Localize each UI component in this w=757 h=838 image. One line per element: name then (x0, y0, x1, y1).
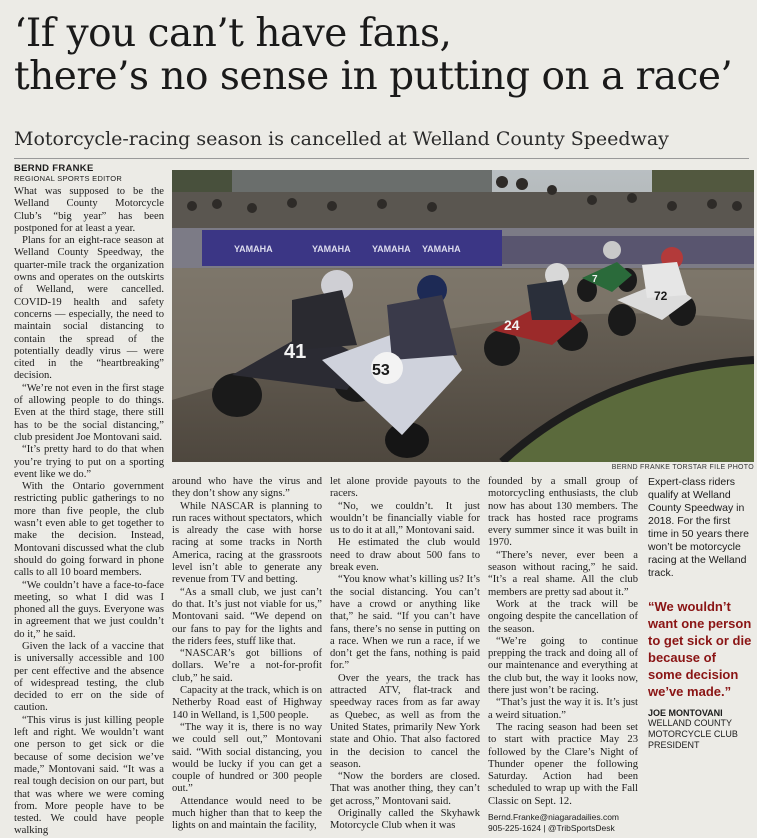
bike-number: 24 (504, 317, 520, 333)
race-photo (172, 170, 754, 462)
paragraph: “That’s just the way it is. It’s just a weird situation.” (488, 697, 638, 721)
paragraph: With the Ontario government restricting public gatherings to no more than five people, the club wasn’t even able to get together to make the decision. Instead, Montovani discussed what the club should do going forward in phone calls to all 10 board members. (14, 481, 164, 579)
pull-quote: “We wouldn’t want one person to get sick or die because of some decision we’ve made.” (648, 599, 752, 699)
paragraph: Work at the track will be ongoing despite the cancellation of the season. (488, 598, 638, 635)
paragraph: “We’re going to continue prepping the track and doing all of our maintenance and everything at the club but, the way it looks now, there just won’t be racing. (488, 635, 638, 697)
headline-line-1: ‘If you can’t have fans, (14, 11, 452, 56)
byline-name: BERND FRANKE (14, 163, 94, 174)
paragraph: The racing season had been set to start with practice May 23 followed by the Clare’s Night of Thunder opener the following Saturday. Action had been scheduled to wrap up with the Fall Classic on Sept. 12. (488, 721, 638, 807)
paragraph: “We’re not even in the first stage of allowing people to do things. Even at the third stage, there still has to be the social distancing,” club president Joe Montovani said. (14, 382, 164, 443)
photo-caption: Expert-class riders qualify at Welland County Speedway in 2018. For the first time in 50 years there won’t be motorcycle racing at the Welland track. (648, 476, 749, 579)
article-column-1 (14, 186, 164, 838)
paragraph: Originally called the Skyhawk Motorcycle Club when it was (330, 808, 480, 832)
paragraph: let alone provide payouts to the racers. (330, 476, 480, 500)
photo-caption-block (648, 476, 752, 751)
paragraph: “Now the borders are closed. That was another thing, they can’t get across,” Montovani said. (330, 771, 480, 807)
headline (14, 12, 749, 98)
paragraph: What was supposed to be the Welland County Motorcycle Club’s “big year” has been postponed for at least a year. (14, 186, 164, 234)
paragraph: Attendance would need to be much higher than that to keep the lights on and maintain the facility, (172, 795, 322, 832)
bike-number: 41 (284, 341, 307, 363)
svg-text:YAMAHA: YAMAHA (312, 244, 351, 254)
paragraph: “NASCAR’s got billions of dollars. We’re a not-for-profit club,” he said. (172, 648, 322, 684)
paragraph: “You know what’s killing us? It’s the social distancing. You can’t have a crowd or anything like that,” he said. “If you can’t have fans, there’s no sense in putting on a race. When we run a race, if we don’t get the fans, nothing is paid for.” (330, 574, 480, 672)
headline-line-2: there’s no sense in putting on a race’ (14, 54, 733, 99)
paragraph: founded by a small group of motorcycling enthusiasts, the club now has about 130 members. The track has hosted race programs every summer since it was built in 1970. (488, 476, 638, 549)
photo-credit: BERND FRANKE TORSTAR FILE PHOTO (611, 464, 754, 471)
paragraph: “This virus is just killing people left and right. We wouldn’t want one person to get sick or die because of some decision we’ve made,” Montovani said. “It was a real tough decision on our part, but that was where we were coming from. More people have to be tested. We could have people walking (14, 714, 164, 837)
contact-email: Bernd.Franke@niagaradailies.com 905-225-1624 | @TribSportsDesk (488, 812, 619, 834)
paragraph: “The way it is, there is no way we could sell out,” Montovani said. “With social distancing, you would be lucky if you can get a couple of hundred or 300 people out.” (172, 721, 322, 795)
bike-number: 53 (372, 362, 390, 379)
paragraph: “There’s never, ever been a season without racing,” he said. “It’s a real shame. All the club members are pretty sad about it.” (488, 549, 638, 598)
article-column-4 (488, 476, 638, 834)
subheadline: Motorcycle-racing season is cancelled at Welland County Speedway (14, 128, 669, 150)
paragraph: “No, we couldn’t. It just wouldn’t be financially viable for us to do it at all,” Montovani said. (330, 500, 480, 537)
paragraph: Over the years, the track has attracted ATV, flat-track and speedway races from as far away as Quebec, as well as from the United States, primarily New York state and Ohio. That also factored in the decision to cancel the season. (330, 672, 480, 770)
paragraph: around who have the virus and they don’t show any signs.” (172, 476, 322, 500)
paragraph: “As a small club, we just can’t do that. It’s just not viable for us,” Montovani said. “We depend on our fans to pay for the lights and the riders fees, stuff like that. (172, 586, 322, 647)
paragraph: Capacity at the track, which is on Netherby Road east of Highway 140 in Welland, is 1,500 people. (172, 685, 322, 721)
svg-text:YAMAHA: YAMAHA (372, 244, 411, 254)
byline-role: REGIONAL SPORTS EDITOR (14, 174, 123, 183)
article-column-3 (330, 476, 480, 833)
pull-quote-role: WELLAND COUNTY MOTORCYCLE CLUB PRESIDENT (648, 718, 738, 750)
bike-number: 72 (654, 289, 668, 303)
banner-text: YAMAHA (234, 244, 273, 254)
paragraph: While NASCAR is planning to run races without spectators, which is already the case with horse racing at some tracks in North America, racing at the grassroots level isn’t able to generate any revenue from TV and betting. (172, 500, 322, 586)
paragraph: “We couldn’t have a face-to-face meeting, so what I did was I phoned all the guys. Everyone was in agreement that we just couldn’t do it,” he said. (14, 579, 164, 640)
bike-number: 7 (592, 274, 598, 285)
paragraph: Plans for an eight-race season at Welland County Speedway, the quarter-mile track the organization owns and operates on the outskirts of Welland, were cancelled. COVID-19 health and safety concerns — especially, the need to maintain social distancing to contain the spread of the potentially deadly virus — were cited in the “heartbreaking” decision. (14, 235, 164, 382)
paragraph: Given the lack of a vaccine that is universally accessible and 100 per cent effective and the absence of widespread testing, the club decided to err on the side of caution. (14, 640, 164, 714)
article-column-2 (172, 476, 322, 833)
paragraph: He estimated the club would need to draw about 500 fans to break even. (330, 537, 480, 574)
byline (14, 163, 174, 183)
svg-text:YAMAHA: YAMAHA (422, 244, 461, 254)
paragraph: “It’s pretty hard to do that when you’re trying to put on a sporting event like we do.” (14, 444, 164, 480)
pull-quote-name: JOE MONTOVANI (648, 708, 723, 718)
divider (14, 158, 749, 159)
motorcycle-race-image (172, 170, 754, 462)
